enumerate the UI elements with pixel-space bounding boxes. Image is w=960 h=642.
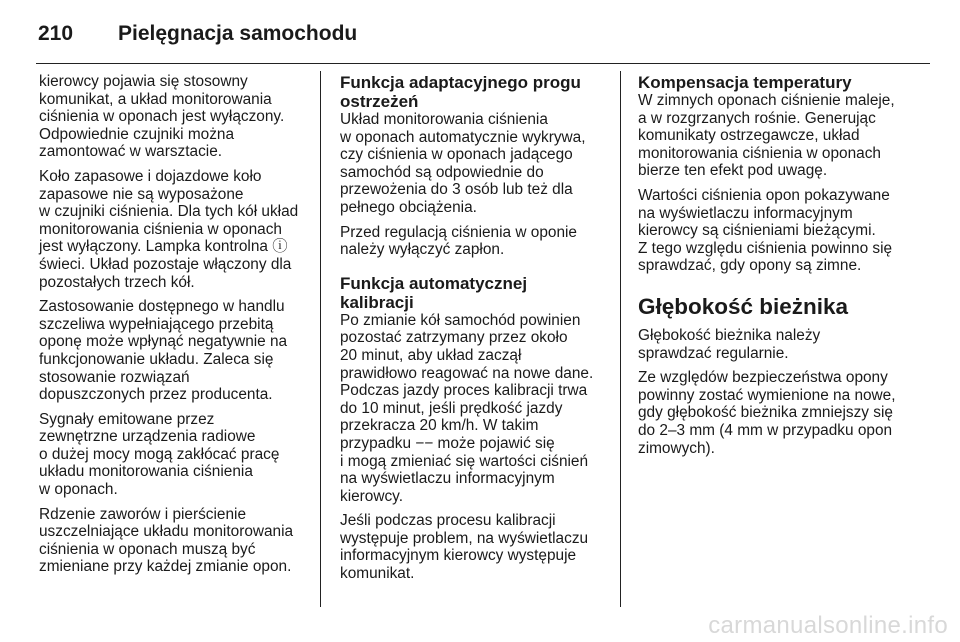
page-number: 210 xyxy=(38,22,74,45)
page-header xyxy=(38,14,357,54)
paragraph: Jeśli podczas procesu kalibracji występuje problem, na wyświetlaczu informacyjnym kierowcy występuje komunikat. xyxy=(340,512,589,583)
paragraph: Przed regulacją ciśnienia w oponie należy wyłączyć zapłon. xyxy=(340,223,577,259)
paragraph: Rdzenie zaworów i pierścienie uszczelniające układu monitorowania ciśnienia w oponach muszą być zmieniane przy każdej zmianie opon. xyxy=(39,505,294,576)
section-heading-adaptive-threshold: Funkcja adaptacyjnego progu ostrzeżeń xyxy=(340,73,581,111)
paragraph: Sygnały emitowane przez zewnętrzne urządzenia radiowe o dużej mocy mogą zakłócać pracę układu monitorowania ciśnienia w oponach. xyxy=(39,410,280,499)
paragraph: Koło zapasowe i dojazdowe koło zapasowe nie są wyposażone w czujniki ciśnienia. Dla tych kół układ monitorowania ciśnienia w oponach jest wyłączony. Lampka kontrolna ⓘ świeci. Układ pozostaje włączony dla pozostałych trzech kół. xyxy=(39,167,299,291)
header-divider xyxy=(36,63,930,64)
watermark: carmanualsonline.info xyxy=(708,612,948,639)
paragraph: Ze względów bezpieczeństwa opony powinny zostać wymienione na nowe, gdy głębokość bieżnika zmniejszy się do 2–3 mm (4 mm w przypadku opon zimowych). xyxy=(638,369,896,457)
paragraph: Zastosowanie dostępnego w handlu szczeliwa wypełniającego przebitą oponę może wpłynąć negatywnie na funkcjonowanie układu. Zaleca się stosowanie rozwiązań dopuszczonych przez producenta. xyxy=(39,298,288,404)
paragraph: Po zmianie kół samochód powinien pozostać zatrzymany przez około 20 minut, aby układ zaczął prawidłowo reagować na nowe dane. Podczas jazdy proces kalibracji trwa do 10 minut, jeśli prędkość jazdy przekracza 20 km/h. W takim przypadku −− może pojawić się i mogą zmieniać się wartości ciśnień na wyświetlaczu informacyjnym kierowcy. xyxy=(340,311,594,505)
page-title: Pielęgnacja samochodu xyxy=(118,22,358,45)
section-heading-auto-calibration: Funkcja automatycznej kalibracji xyxy=(340,273,528,312)
paragraph: W zimnych oponach ciśnienie maleje, a w rozgrzanych rośnie. Generując komunikaty ostrzegawcze, układ monitorowania ciśnienia w oponach bierze ten efekt pod uwagę. xyxy=(638,92,895,180)
column-middle xyxy=(340,73,612,590)
section-heading-temperature-compensation: Kompensacja temperatury xyxy=(638,73,852,92)
paragraph: kierowcy pojawia się stosowny komunikat, a układ monitorowania ciśnienia w oponach jest wyłączony. Odpowiednie czujniki można zamontować w warsztacie. xyxy=(39,73,285,161)
column-divider-1 xyxy=(320,71,321,607)
column-divider-2 xyxy=(620,71,621,607)
column-right xyxy=(638,73,910,464)
column-left xyxy=(39,73,309,583)
section-heading-tread-depth: Głębokość bieżnika xyxy=(638,293,849,319)
paragraph: Układ monitorowania ciśnienia w oponach automatycznie wykrywa, czy ciśnienia w oponach jadącego samochód są odpowiednie do przewożenia do 3 osób lub też dla pełnego obciążenia. xyxy=(340,111,586,216)
paragraph: Wartości ciśnienia opon pokazywane na wyświetlaczu informacyjnym kierowcy są ciśnieniami bieżącymi. Z tego względu ciśnienia powinno się sprawdzać, gdy opony są zimne. xyxy=(638,186,893,275)
paragraph: Głębokość bieżnika należy sprawdzać regularnie. xyxy=(638,326,821,362)
